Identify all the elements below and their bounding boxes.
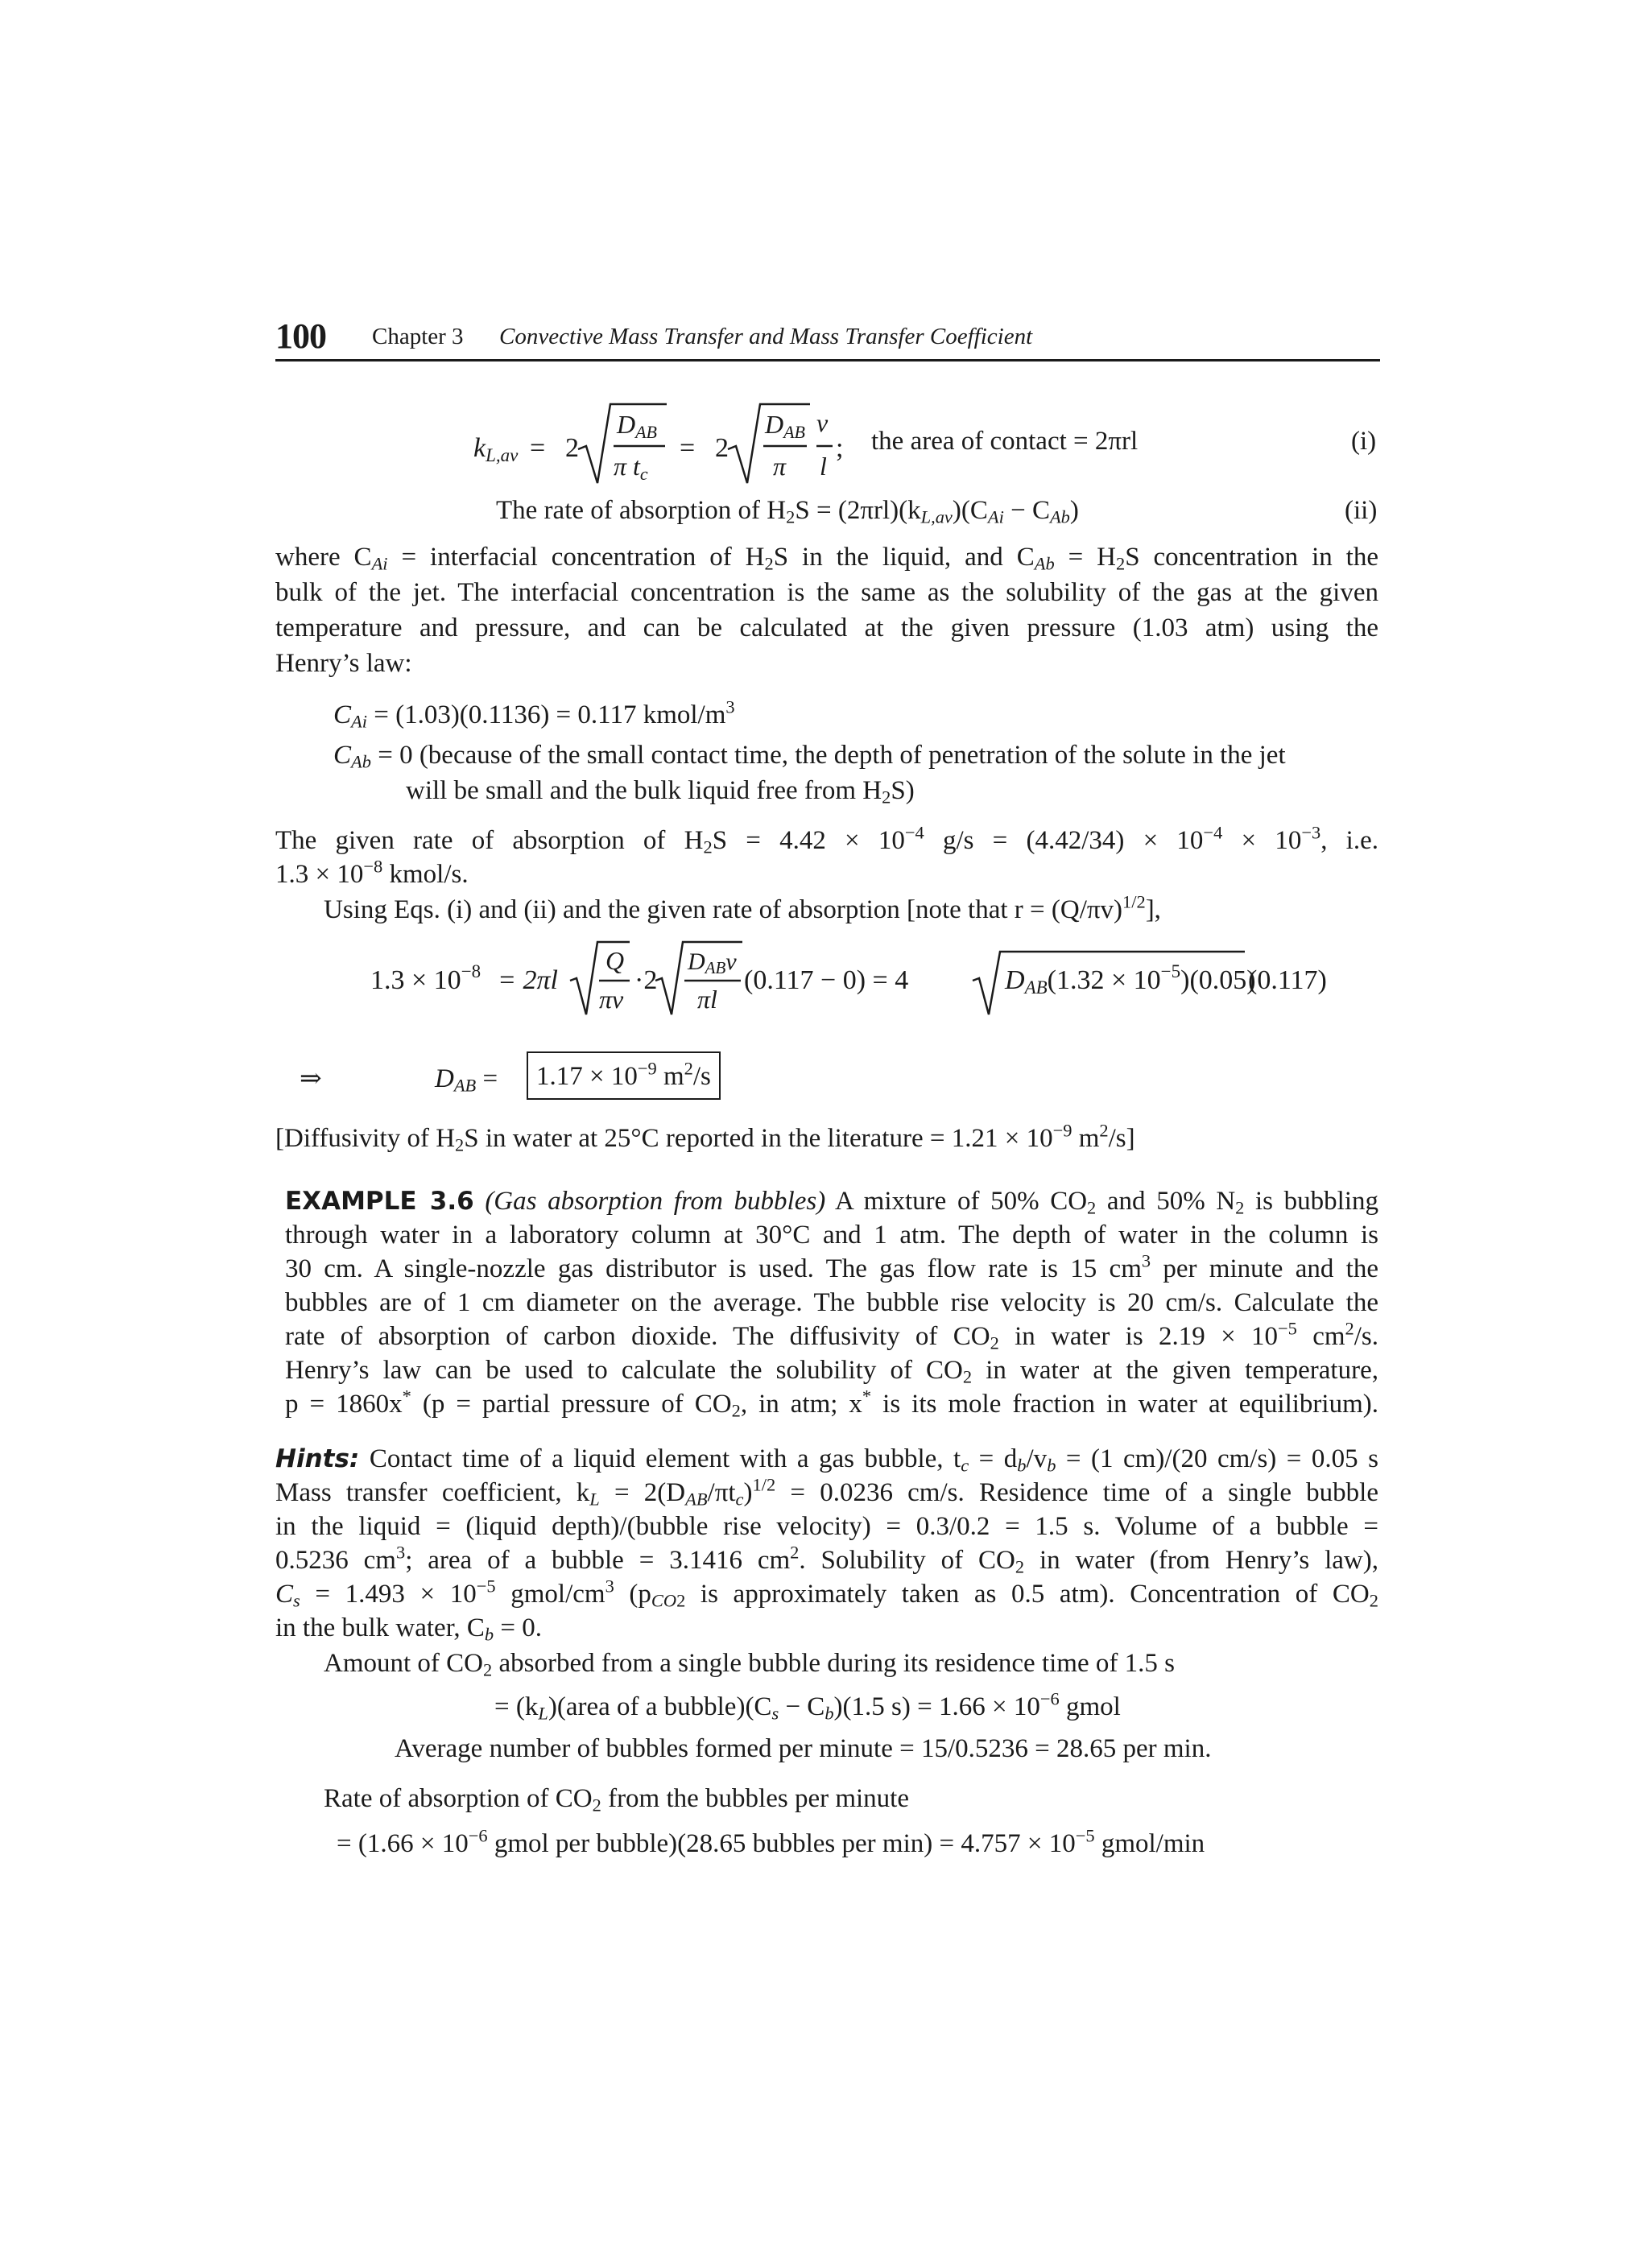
para2-line3: Using Eqs. (i) and (ii) and the given rate of absorption [note that $r = (Q/\pi v)^{1/2}$], bbox=[324, 891, 1161, 924]
eq1-lhs: k bbox=[473, 433, 486, 463]
example-line5: rate of absorption of carbon dioxide. The diffusivity of $CO_2$ in water is $2.19 \times 10^{-5}$ $cm^2/s$. bbox=[285, 1318, 1379, 1353]
example-line7: p = 1860x* (p = partial pressure of $CO_2$, in atm; x* is its mole fraction in water at equilibrium). bbox=[285, 1386, 1378, 1421]
hints-line11: = ($1.66 \times 10^{-6}$ gmol per bubble)(28.65 bubbles per $\min) = 4.757 \times 10^{-5}$ gmol/min bbox=[337, 1825, 1205, 1858]
hints-line2: Mass transfer coefficient, $k_L = 2(D_{AB}/\pi t_c)^{1/2} = 0.0236$ cm/s. Residence time of a single bubble bbox=[275, 1474, 1379, 1510]
example-subtitle: (Gas absorption from bubbles) bbox=[485, 1187, 826, 1216]
svg-text:2: 2 bbox=[565, 433, 579, 463]
svg-text:v: v bbox=[816, 408, 829, 437]
cab-equation: $C_{Ab} = 0$ (because of the small contact time, the depth of penetration of the solute in the jet bbox=[333, 741, 1286, 772]
hints-line4: 0.5236 $cm^3$; area of a bubble = 3.1416 $cm^2$. Solubility of $CO_2$ in water (from Henry’s law), bbox=[275, 1542, 1378, 1577]
svg-text:;: ; bbox=[836, 433, 844, 463]
hints-label: Hints: bbox=[275, 1444, 360, 1473]
hints-line5: $C_s = 1.493 \times 10^{-5}$ gmol/$cm^3$ ($p_{CO2}$ is approximately taken as 0.5 atm). Concentration of $CO_2$ bbox=[275, 1576, 1378, 1611]
svg-text:= 2πl: = 2πl bbox=[498, 965, 558, 995]
para1-line3: temperature and pressure, and can be calculated at the given pressure (1.03 atm) using the bbox=[275, 613, 1378, 642]
svg-text:=: = bbox=[680, 433, 696, 463]
header-rule bbox=[275, 359, 1380, 361]
example-line6: Henry’s law can be used to calculate the solubility of $CO_2$ in water at the given temperature, bbox=[285, 1356, 1378, 1387]
svg-text:πl: πl bbox=[697, 985, 717, 1014]
svg-text:kL,av: kL,av bbox=[473, 433, 519, 465]
svg-text:π: π bbox=[773, 452, 787, 481]
hints-line3: in the liquid = (liquid depth)/(bubble rise velocity) = 0.3/0.2 = 1.5 s. Volume of a bubble = bbox=[275, 1512, 1378, 1541]
svg-text:DAB(1.32 × 10−5)(0.05): $DAB(1.32 \times 10^{-5})(0.05)$ bbox=[1005, 961, 1256, 998]
equation-solve-dab bbox=[354, 934, 1385, 1031]
contact-area-text: the area of contact = 2πrl bbox=[871, 427, 1139, 456]
svg-text:=: = bbox=[530, 433, 546, 463]
svg-text:DAB: DAB bbox=[765, 410, 805, 442]
para2-line1: The given rate of absorption of $H_2S = 4.42 \times 10^{-4}$ $g/s = (4.42/34) \times 10^{-4} \times 10^{-3}$, i.e. bbox=[275, 822, 1378, 857]
cai-equation: $C_{Ai} = (1.03)(0.1136) = 0.117$ kmol/$m^3$ bbox=[333, 696, 735, 732]
result-lhs: $D_{AB}$ = bbox=[435, 1064, 498, 1096]
example-heading: EXAMPLE 3.6 bbox=[285, 1187, 474, 1216]
example-line4: bubbles are of 1 cm diameter on the average. The bubble rise velocity is 20 cm/s. Calculate the bbox=[285, 1288, 1378, 1317]
para1-line2: bulk of the jet. The interfacial concentration is the same as the solubility of the gas at the given bbox=[275, 578, 1378, 607]
svg-text:l: l bbox=[820, 452, 827, 481]
equation-tag-i: (i) bbox=[1351, 427, 1377, 456]
result-boxed-value: $1.17 \times 10^{-9}$ $m^2/s$ bbox=[527, 1051, 721, 1100]
hints-line9: Average number of bubbles formed per minute = 15/0.5236 = 28.65 per min. bbox=[395, 1734, 1212, 1763]
svg-text:(0.117 − 0) = 4: (0.117 − 0) = 4 bbox=[744, 965, 909, 995]
svg-text:DAB: DAB bbox=[617, 410, 657, 442]
hints-line8: = $(k_L)(area$ of a $bubble)(C_s - C_b)(1.5$ $s) = 1.66 \times 10^{-6}$ gmol bbox=[494, 1688, 1121, 1724]
para1-line1: where $C_{Ai}$ = interfacial concentration of $H_2S$ in the liquid, and $C_{Ab} = H_2S$ concentration in the bbox=[275, 543, 1378, 574]
hints-line10: Rate of absorption of $CO_2$ from the bubbles per minute bbox=[324, 1784, 909, 1816]
svg-text:·2: ·2 bbox=[634, 965, 658, 995]
svg-text:Q: Q bbox=[605, 946, 625, 975]
chapter-title: Convective Mass Transfer and Mass Transfer Coefficient bbox=[499, 324, 1033, 349]
equation-tag-ii: (ii) bbox=[1345, 496, 1378, 525]
svg-text:π tc: π tc bbox=[614, 452, 648, 484]
svg-text:πv: πv bbox=[599, 985, 624, 1014]
implies-arrow: ⇒ bbox=[300, 1064, 322, 1093]
para2-line2: $1.3 \times 10^{-8}$ kmol/s. bbox=[275, 856, 469, 889]
example-line3: 30 cm. A single-nozzle gas distributor is used. The gas flow rate is 15 $cm^3$ per minute and the bbox=[285, 1250, 1378, 1283]
svg-text:1.3 × 10−8: $1.3 \times 10^{-8}$ bbox=[370, 961, 481, 995]
para1-line4: Henry’s law: bbox=[275, 649, 412, 678]
equation-rate-absorption: The rate of absorption of $H_2S = (2\pi rl)(k_{L,av})(C_{Ai} - C_{Ab})$ bbox=[496, 496, 1079, 527]
cab-equation-cont: will be small and the bulk liquid free from $H_2S$) bbox=[406, 776, 915, 808]
hints-line6: in the bulk water, $C_b = 0$. bbox=[275, 1613, 542, 1645]
chapter-label: Chapter 3 bbox=[372, 324, 464, 349]
svg-text:DABv: DABv bbox=[688, 948, 737, 977]
svg-text:(0.117): (0.117) bbox=[1248, 965, 1327, 995]
example-line2: through water in a laboratory column at 30°C and 1 atm. The depth of water in the column is bbox=[285, 1221, 1378, 1250]
hints-line1: Hints: Contact time of a liquid element with a gas bubble, $t_c = d_b/v_b = (1$ cm)/(20 cm/s) = 0.05 s bbox=[275, 1444, 1378, 1476]
hints-line7: Amount of $CO_2$ absorbed from a single bubble during its residence time of 1.5 s bbox=[324, 1649, 1175, 1680]
svg-text:2: 2 bbox=[715, 433, 729, 463]
page-number: 100 bbox=[275, 316, 326, 356]
literature-diffusivity: [Diffusivity of $H_2S$ in water at 25°C reported in the literature = $1.21 \times 10^{-9}$ $m^2/s$] bbox=[275, 1120, 1135, 1155]
example-line1: EXAMPLE 3.6 (Gas absorption from bubbles) A mixture of 50% $CO_2$ and 50% $N_2$ is bubbling bbox=[285, 1187, 1378, 1218]
